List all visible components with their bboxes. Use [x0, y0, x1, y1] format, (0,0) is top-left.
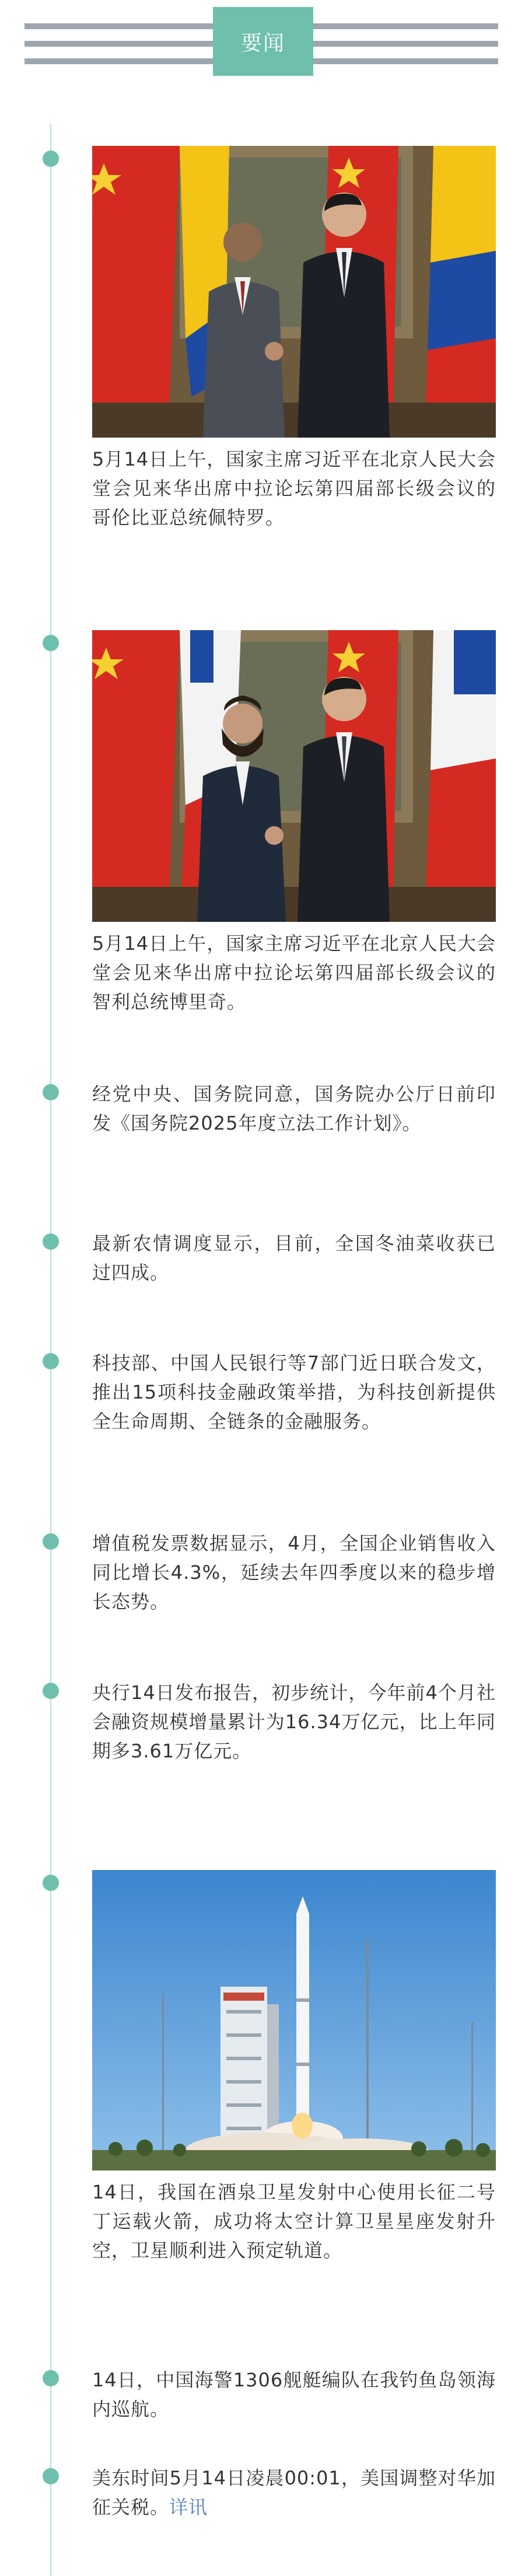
details-link[interactable]: 详讯	[169, 2496, 208, 2518]
news-text: 美东时间5月14日凌晨00:01，美国调整对华加征关税。	[92, 2467, 496, 2518]
timeline-dot	[43, 1353, 59, 1369]
news-item	[92, 146, 496, 532]
timeline-dot	[43, 1084, 59, 1100]
meeting-chile-photo	[92, 630, 496, 922]
timeline-dot	[43, 1233, 59, 1250]
news-item	[92, 1678, 496, 1766]
section-title: 要闻	[213, 7, 313, 76]
news-item	[92, 630, 496, 1016]
news-item	[92, 1529, 496, 1616]
timeline-dot	[43, 1875, 59, 1891]
news-text: 科技部、中国人民银行等7部门近日联合发文，推出15项科技金融政策举措，为科技创新提供全生命周期、全链条的金融服务。	[92, 1352, 496, 1432]
news-item	[92, 2365, 496, 2424]
news-text: 增值税发票数据显示，4月，全国企业销售收入同比增长4.3%，延续去年四季度以来的稳步增长态势。	[92, 1532, 496, 1613]
news-text: 央行14日发布报告，初步统计，今年前4个月社会融资规模增量累计为16.34万亿元，比上年同期多3.61万亿元。	[92, 1682, 496, 1762]
news-text-with-link	[92, 2463, 496, 2522]
news-item	[92, 1870, 496, 2265]
news-text: 5月14日上午，国家主席习近平在北京人民大会堂会见来华出席中拉论坛第四届部长级会议的哥伦比亚总统佩特罗。	[92, 448, 496, 529]
timeline-dot	[43, 2468, 59, 2484]
section-header	[0, 0, 525, 88]
news-item	[92, 1079, 496, 1138]
timeline-dot	[43, 1533, 59, 1550]
meeting-colombia-photo	[92, 146, 496, 438]
timeline-dot	[43, 1683, 59, 1699]
news-text: 14日，我国在酒泉卫星发射中心使用长征二号丁运载火箭，成功将太空计算卫星星座发射升空，卫星顺利进入预定轨道。	[92, 2181, 496, 2262]
news-item	[92, 1348, 496, 1436]
news-item	[92, 2463, 496, 2522]
rocket-launch-photo	[92, 1870, 496, 2170]
news-text: 经党中央、国务院同意，国务院办公厅日前印发《国务院2025年度立法工作计划》。	[92, 1083, 496, 1134]
news-text: 14日，中国海警1306舰艇编队在我钓鱼岛领海内巡航。	[92, 2369, 496, 2420]
timeline-dot	[43, 151, 59, 167]
news-text: 5月14日上午，国家主席习近平在北京人民大会堂会见来华出席中拉论坛第四届部长级会议的智利总统博里奇。	[92, 932, 496, 1013]
news-text: 最新农情调度显示，目前，全国冬油菜收获已过四成。	[92, 1232, 496, 1284]
news-item	[92, 1229, 496, 1287]
timeline-line	[50, 124, 51, 2576]
timeline-dot	[43, 2370, 59, 2386]
timeline-dot	[43, 635, 59, 651]
